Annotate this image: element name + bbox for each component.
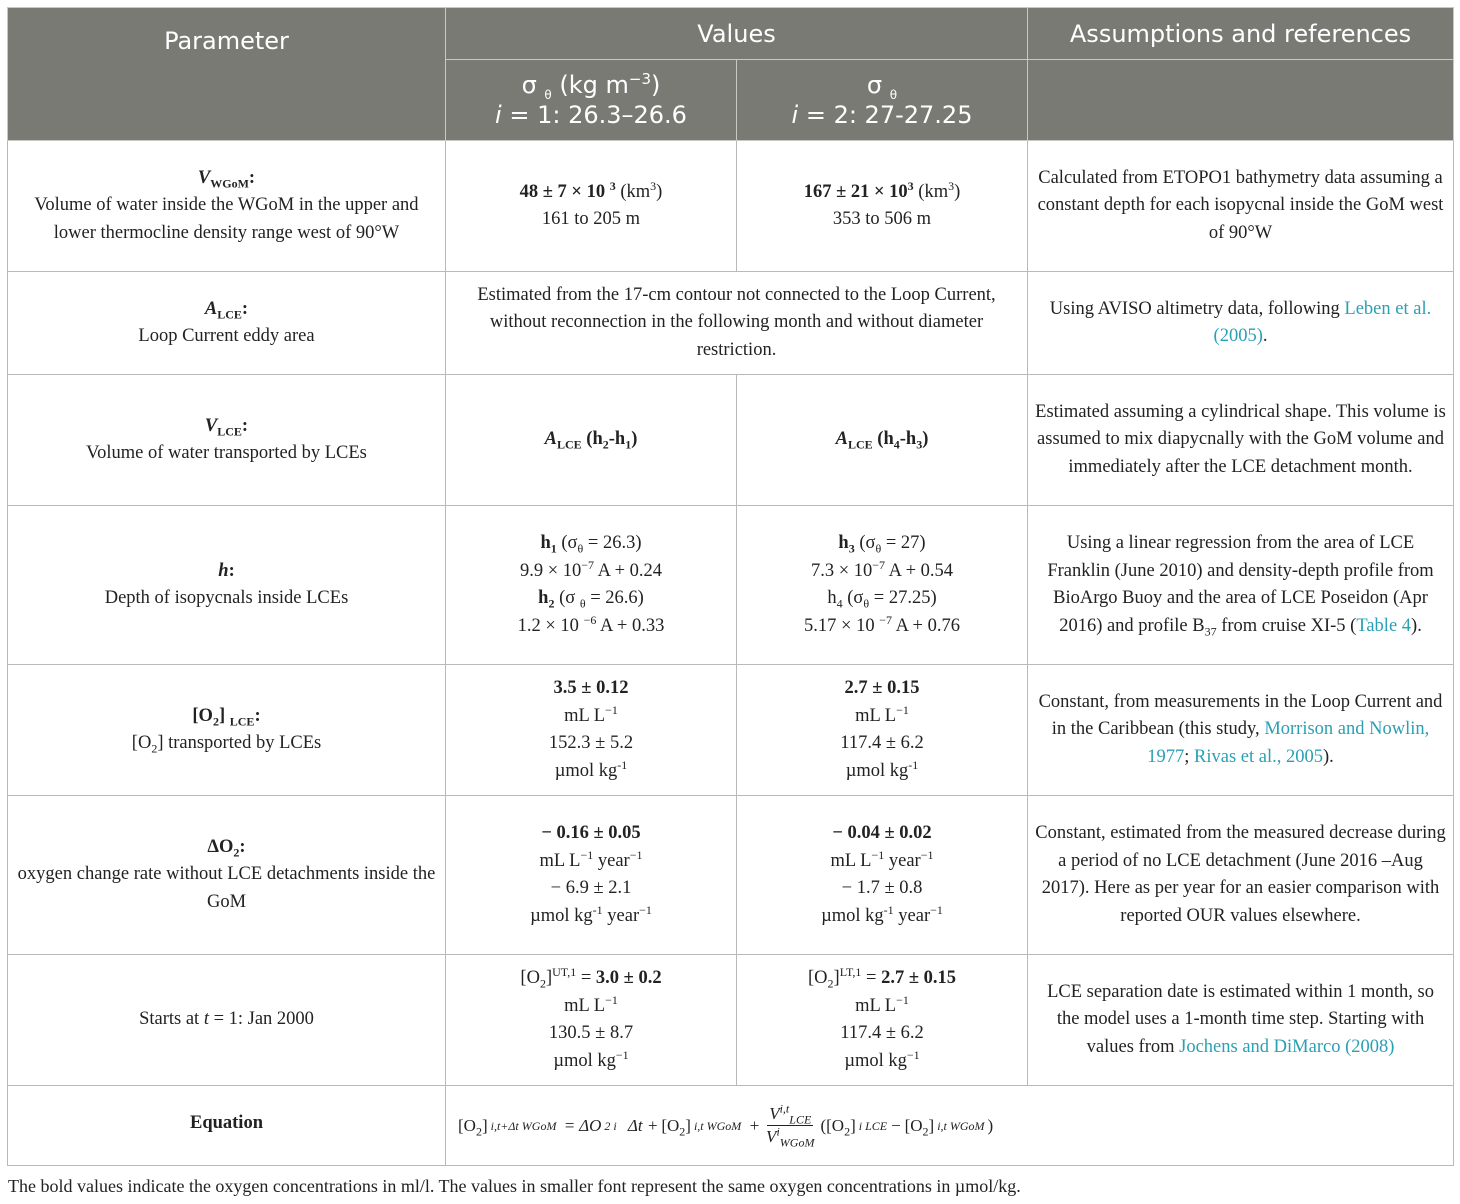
- value-start-lower: $[O_2]^{LT,1} = 2.7 \pm 0.15$ mL $L^{-1}$ 117.4 ± 6.2 µmol $kg^{-1}$: [737, 955, 1028, 1086]
- param-vlce: $V_{LCE}$: Volume of water transported by LCEs: [8, 375, 446, 506]
- value-vlce-upper: $A_{LCE}$ $(h_2-h_1)$: [446, 375, 737, 506]
- param-equation: Equation: [8, 1086, 446, 1166]
- param-h: h: Depth of isopycnals inside LCEs: [8, 506, 446, 665]
- param-delta-o2: $\Delta O_2$: oxygen change rate without LCE detachments inside the GoM: [8, 796, 446, 955]
- header-col-upper: σ $_\theta$ (kg $m^{-3}$) i = 1: 26.3–26.6: [446, 60, 737, 141]
- value-vwgom-lower: $167 \pm 21 \times 10^3$ $(km^3)$ 353 to 506 m: [737, 141, 1028, 272]
- row-vwgom: [8, 141, 1454, 272]
- param-vwgom: $V_{WGoM}$: Volume of water inside the WGoM in the upper and lower thermocline density range west of 90°W: [8, 141, 446, 272]
- parameters-table: [7, 7, 1454, 1166]
- row-h: [8, 506, 1454, 665]
- value-vwgom-upper: 48 ± 7 × 10 $^3$ $(km^3)$ 161 to 205 m: [446, 141, 737, 272]
- value-start-upper: $[O_2]^{UT,1} = 3.0 \pm 0.2$ mL $L^{-1}$ 130.5 ± 8.7 µmol $kg^{-1}$: [446, 955, 737, 1086]
- param-alce: $A_{LCE}$: Loop Current eddy area: [8, 272, 446, 375]
- ref-start: LCE separation date is estimated within 1 month, so the model uses a 1-month time step. Starting with values from Jochens and DiMarco (2008): [1028, 955, 1454, 1086]
- header-values: Values: [446, 8, 1028, 60]
- value-alce: Estimated from the 17-cm contour not connected to the Loop Current, without reconnection in the following month and without diameter restriction.: [446, 272, 1028, 375]
- link-jochens-2008[interactable]: Jochens and DiMarco (2008): [1179, 1036, 1395, 1057]
- header-parameter: Parameter: [8, 8, 446, 141]
- equation-formula: $[O_2]$ i,t+Δt WGoM = ΔO 2 i Δt + $[O_2]$ i,t WGoM + $\frac{V^{i,t}_{LCE}}{V^i_{WGoM}}$ ($[O_2]$ i LCE − $[O_2]$ i,t WGoM ): [446, 1086, 1454, 1166]
- ref-vwgom: Calculated from ETOPO1 bathymetry data assuming a constant depth for each isopycnal inside the GoM west of 90°W: [1028, 141, 1454, 272]
- header-assumptions: Assumptions and references: [1028, 8, 1454, 60]
- row-vlce: [8, 375, 1454, 506]
- link-leben-2005[interactable]: Leben et al. (2005): [1213, 298, 1432, 346]
- value-o2-lce-upper: 3.5 ± 0.12 mL $L^{-1}$ 152.3 ± 5.2 µmol $kg^{-1}$: [446, 665, 737, 796]
- value-delta-o2-lower: − 0.04 ± 0.02 mL $L^{-1}$ year$^{-1}$ − 1.7 ± 0.8 µmol $kg^{-1}$ year$^{-1}$: [737, 796, 1028, 955]
- row-o2-lce: [8, 665, 1454, 796]
- header-blank: [1028, 60, 1454, 141]
- row-delta-o2: [8, 796, 1454, 955]
- ref-o2-lce: Constant, from measurements in the Loop Current and in the Caribbean (this study, Morrison and Nowlin, 1977; Rivas et al., 2005).: [1028, 665, 1454, 796]
- param-o2-lce: $[O_2]$ $_{LCE}$: $[O_2]$ transported by LCEs: [8, 665, 446, 796]
- ref-alce: Using AVISO altimetry data, following Leben et al. (2005).: [1028, 272, 1454, 375]
- table-footnote: The bold values indicate the oxygen concentrations in ml/l. The values in smaller font represent the same oxygen concentrations in µmol/kg.: [8, 1176, 1021, 1196]
- value-delta-o2-upper: − 0.16 ± 0.05 mL $L^{-1}$ year$^{-1}$ − 6.9 ± 2.1 µmol $kg^{-1}$ year$^{-1}$: [446, 796, 737, 955]
- ref-h: Using a linear regression from the area of LCE Franklin (June 2010) and density-depth profile from BioArgo Buoy and the area of LCE Poseidon (Apr 2016) and profile $B_{37}$ from cruise XI-5 (Table 4).: [1028, 506, 1454, 665]
- header-col-lower: σ $_\theta$ i = 2: 27-27.25: [737, 60, 1028, 141]
- link-morrison-1977[interactable]: Morrison and Nowlin, 1977: [1147, 719, 1430, 767]
- ref-delta-o2: Constant, estimated from the measured decrease during a period of no LCE detachment (June 2016 –Aug 2017). Here as per year for an easier comparison with reported OUR values elsewhere.: [1028, 796, 1454, 955]
- row-equation: [8, 1086, 1454, 1166]
- param-start: Starts at t = 1: Jan 2000: [8, 955, 446, 1086]
- ref-vlce: Estimated assuming a cylindrical shape. This volume is assumed to mix diapycnally with the GoM volume and immediately after the LCE detachment month.: [1028, 375, 1454, 506]
- value-h-lower: $h_3$ $(\sigma_\theta = 27)$ $7.3 \times 10^{-7}$ A + 0.54 $h_4$ $(\sigma_\theta = 27.25)$ 5.17 × 10 $^{-7}$ A + 0.76: [737, 506, 1028, 665]
- value-vlce-lower: $A_{LCE}$ $(h_4-h_3)$: [737, 375, 1028, 506]
- link-rivas-2005[interactable]: Rivas et al., 2005: [1194, 746, 1323, 767]
- value-o2-lce-lower: 2.7 ± 0.15 mL $L^{-1}$ 117.4 ± 6.2 µmol $kg^{-1}$: [737, 665, 1028, 796]
- value-h-upper: $h_1$ $(\sigma_\theta = 26.3)$ $9.9 \times 10^{-7}$ A + 0.24 $h_2$ (σ $_\theta$ = 26.6) 1.2 × 10 $^{-6}$ A + 0.33: [446, 506, 737, 665]
- row-start: [8, 955, 1454, 1086]
- row-alce: [8, 272, 1454, 375]
- link-table-4[interactable]: Table 4: [1356, 615, 1412, 636]
